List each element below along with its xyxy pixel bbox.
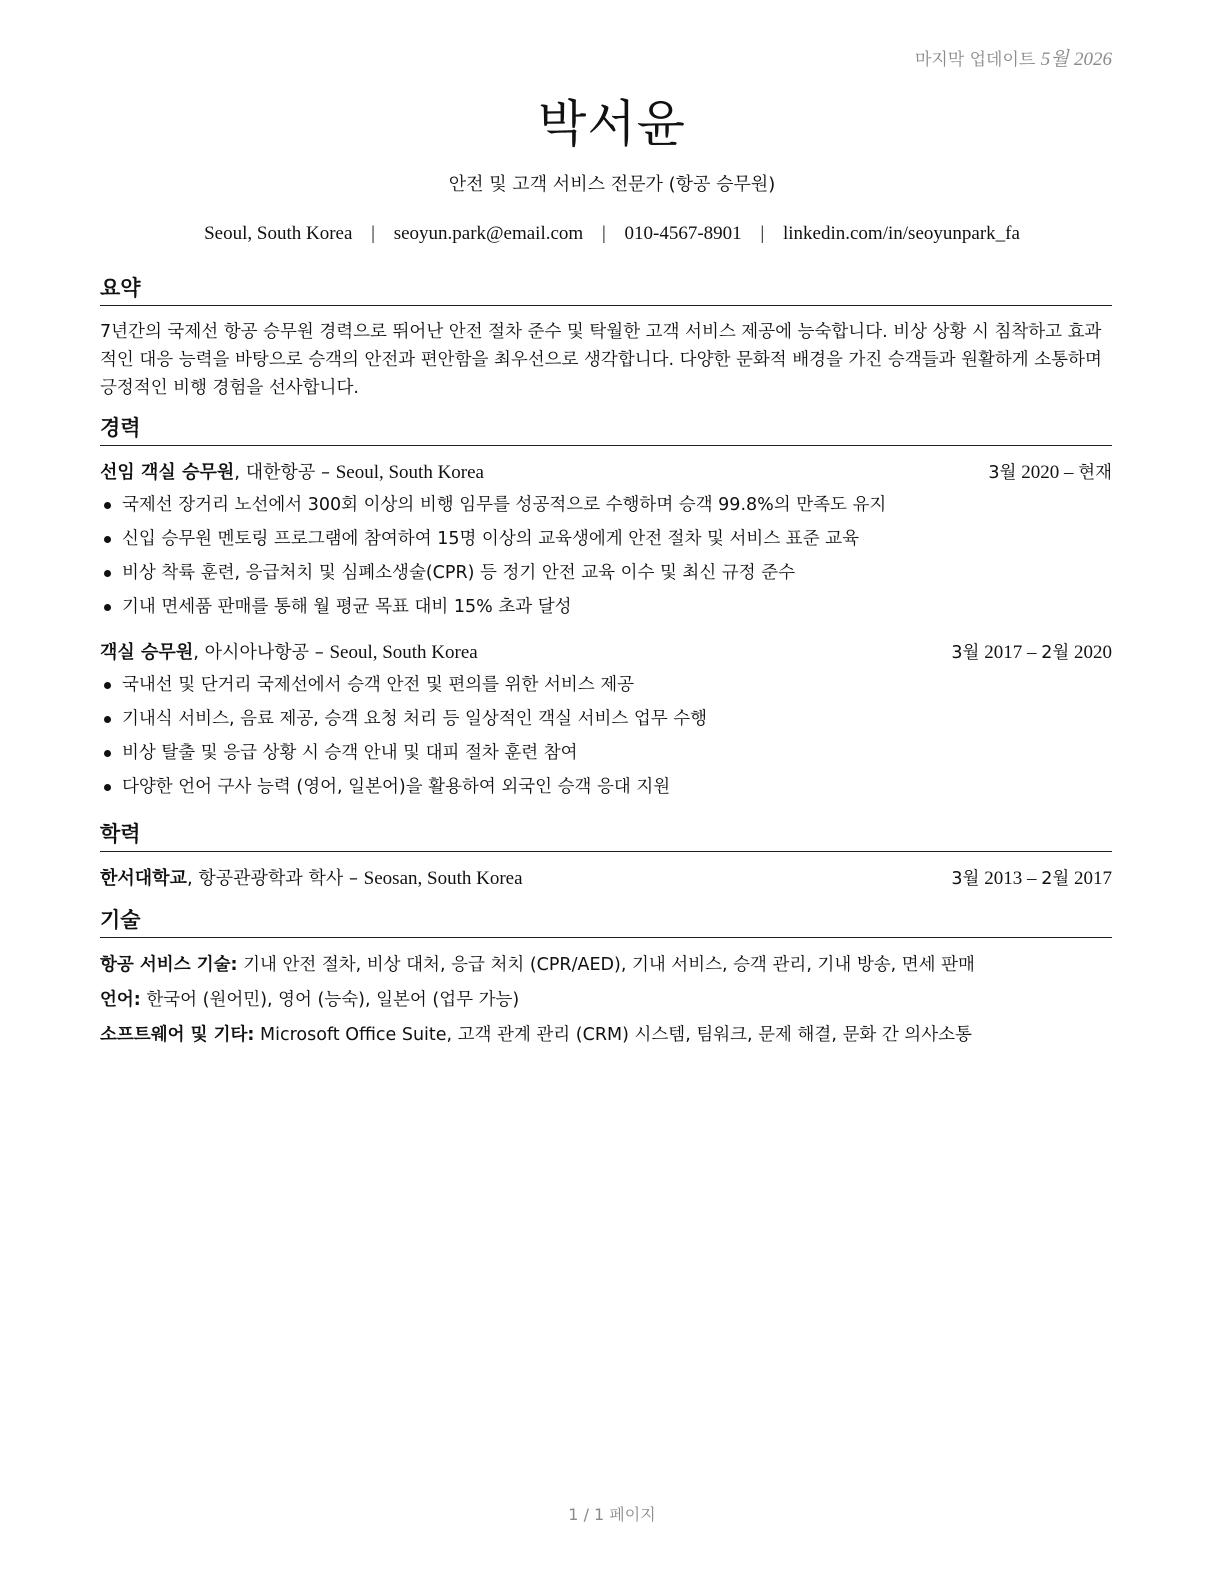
education-entry xyxy=(100,866,1112,892)
experience-title: 경력 xyxy=(100,415,1112,446)
candidate-name: 박서윤 xyxy=(538,95,686,153)
experience-section xyxy=(100,415,1112,804)
job-location: Seoul, South Korea xyxy=(329,642,478,663)
skill-label: 언어: xyxy=(100,990,141,1010)
list-item: 기내식 서비스, 음료 제공, 승객 요청 처리 등 일상적인 객실 서비스 업무 수행 xyxy=(100,702,1112,736)
contact-linkedin[interactable]: linkedin.com/in/seoyunpark_fa xyxy=(782,223,1020,244)
last-updated-label: 마지막 업데이트 xyxy=(914,50,1036,70)
contact-separator: | xyxy=(760,223,765,244)
list-item: 기내 면세품 판매를 통해 월 평균 목표 대비 15% 초과 달성 xyxy=(100,590,1112,624)
skill-value: Microsoft Office Suite, 고객 관계 관리 (CRM) 시스템, 팀워크, 문제 해결, 문화 간 의사소통 xyxy=(254,1025,972,1045)
education-section xyxy=(100,821,1112,892)
job-date-start-year: 2020 – xyxy=(1016,462,1079,483)
skill-value: 기내 안전 절차, 비상 대처, 응급 처치 (CPR/AED), 기내 서비스, 승객 관리, 기내 방송, 면세 판매 xyxy=(237,955,975,975)
last-updated xyxy=(915,44,1112,71)
contact-separator: | xyxy=(601,223,606,244)
contact-line xyxy=(0,223,1224,245)
job-date-end-month: 2월 xyxy=(1041,643,1070,663)
summary-title: 요약 xyxy=(100,275,1112,306)
job-header xyxy=(100,640,1112,666)
education-title: 학력 xyxy=(100,821,1112,852)
page-indicator: 1 / 1 페이지 xyxy=(568,1505,656,1524)
candidate-subtitle: 안전 및 고객 서비스 전문가 (항공 승무원) xyxy=(448,174,776,195)
summary-section xyxy=(100,275,1112,402)
job-bullets xyxy=(100,488,1112,624)
job-location: Seoul, South Korea xyxy=(335,462,484,483)
contact-phone: 010-4567-8901 xyxy=(624,223,742,244)
job-date-start-month: 3월 xyxy=(951,643,980,663)
job-date xyxy=(951,640,1112,666)
list-item: 국내선 및 단거리 국제선에서 승객 안전 및 편의를 위한 서비스 제공 xyxy=(100,668,1112,702)
job-company: , 대한항공 – xyxy=(234,462,336,483)
skill-label: 항공 서비스 기술: xyxy=(100,955,238,975)
skill-line xyxy=(100,983,1112,1018)
education-date-end-year: 2017 xyxy=(1069,868,1112,889)
contact-separator: | xyxy=(371,223,375,244)
education-date-start-month: 3월 xyxy=(951,869,980,889)
last-updated-year: 2026 xyxy=(1074,49,1112,70)
skill-label: 소프트웨어 및 기타: xyxy=(100,1025,255,1045)
education-degree: , 항공관광학과 학사 – xyxy=(186,868,364,889)
job-company: , 아시아나항공 – xyxy=(193,642,330,663)
skills-title: 기술 xyxy=(100,907,1112,938)
last-updated-month: 5월 xyxy=(1040,49,1069,70)
skills-section xyxy=(100,907,1112,1053)
job-date-start-year: 2017 – xyxy=(979,642,1042,663)
skill-line xyxy=(100,1018,1112,1053)
job-role: 선임 객실 승무원 xyxy=(100,462,235,483)
education-school: 한서대학교 xyxy=(100,868,187,889)
job-date xyxy=(988,460,1112,486)
job-date-start-month: 3월 xyxy=(988,463,1017,483)
job-date-end-year: 2020 xyxy=(1069,642,1112,663)
list-item: 국제선 장거리 노선에서 300회 이상의 비행 임무를 성공적으로 수행하며 승객 99.8%의 만족도 유지 xyxy=(100,488,1112,522)
skills-list xyxy=(100,948,1112,1053)
skill-value: 한국어 (원어민), 영어 (능숙), 일본어 (업무 가능) xyxy=(140,990,520,1010)
education-date-end-month: 2월 xyxy=(1041,869,1070,889)
education-date-start-year: 2013 – xyxy=(979,868,1042,889)
education-location: Seosan, South Korea xyxy=(363,868,523,889)
job-bullets xyxy=(100,668,1112,804)
list-item: 비상 착륙 훈련, 응급처치 및 심폐소생술(CPR) 등 정기 안전 교육 이수 및 최신 규정 준수 xyxy=(100,556,1112,590)
skill-line xyxy=(100,948,1112,983)
job-header xyxy=(100,460,1112,486)
job-role: 객실 승무원 xyxy=(100,642,194,663)
education-date xyxy=(951,866,1112,892)
job-date-end: 현재 xyxy=(1078,463,1112,483)
list-item: 비상 탈출 및 응급 상황 시 승객 안내 및 대피 절차 훈련 참여 xyxy=(100,736,1112,770)
job-entry xyxy=(100,460,1112,624)
list-item: 다양한 언어 구사 능력 (영어, 일본어)을 활용하여 외국인 승객 응대 지원 xyxy=(100,770,1112,804)
summary-text: 7년간의 국제선 항공 승무원 경력으로 뛰어난 안전 절차 준수 및 탁월한 고객 서비스 제공에 능숙합니다. 비상 상황 시 침착하고 효과적인 대응 능력을 바탕으로 승객의 안전과 편안함을 최우선으로 생각합니다. 다양한 문화적 배경을 가진 승객들과 원활하게 소통하며 긍정적인 비행 경험을 선사합니다. xyxy=(100,322,1102,398)
list-item: 신입 승무원 멘토링 프로그램에 참여하여 15명 이상의 교육생에게 안전 절차 및 서비스 표준 교육 xyxy=(100,522,1112,556)
job-entry xyxy=(100,640,1112,804)
contact-email[interactable]: seoyun.park@email.com xyxy=(393,223,584,244)
contact-location: Seoul, South Korea xyxy=(204,223,353,244)
